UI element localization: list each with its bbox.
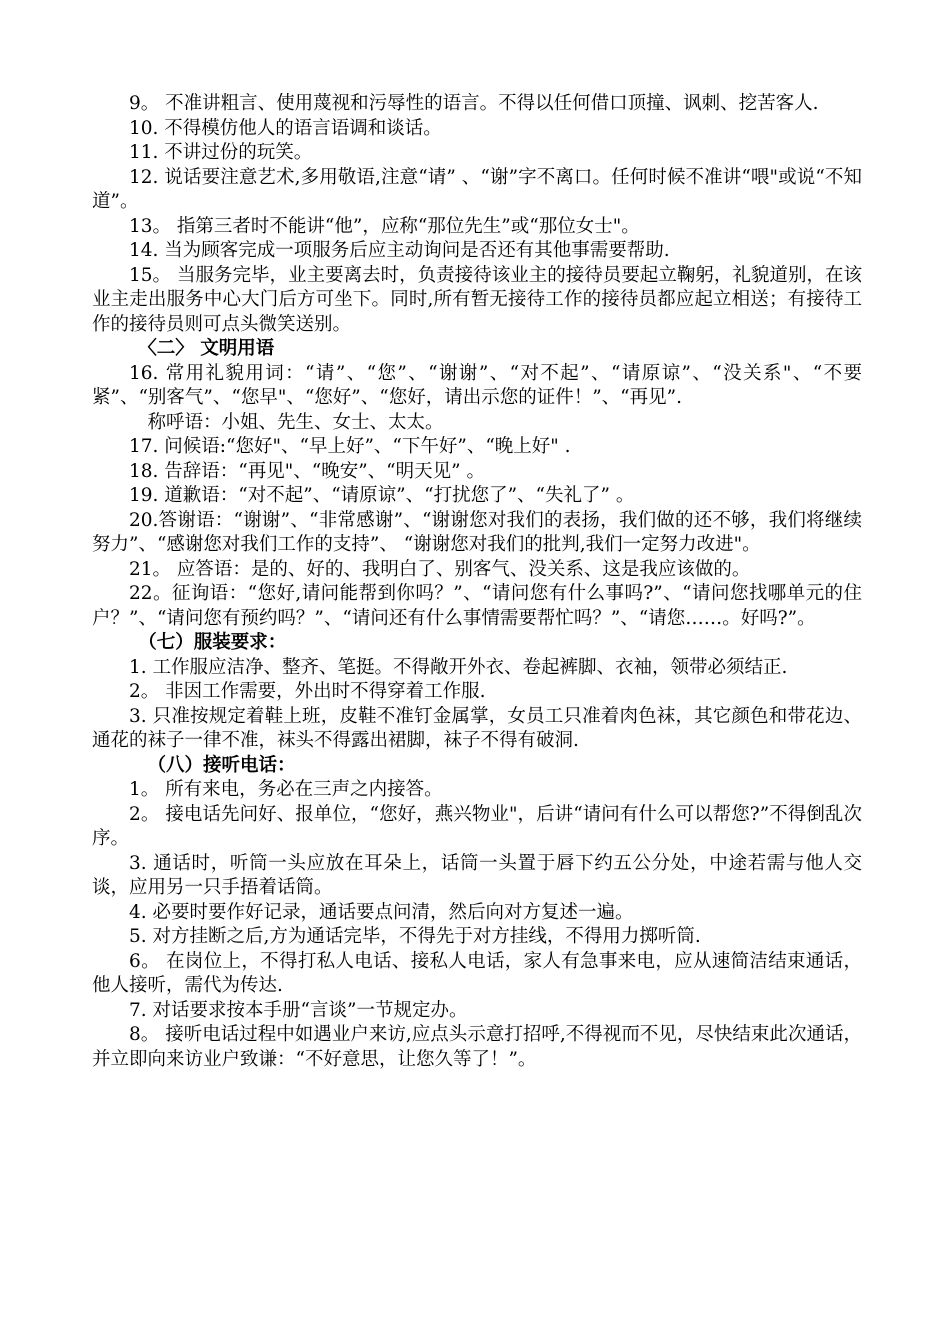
section-heading: （七）服装要求： bbox=[138, 632, 287, 653]
paragraph: 1。 所有来电，务必在三声之内接答。 bbox=[129, 779, 443, 800]
paragraph: 5. 对方挂断之后,方为通话完毕，不得先于对方挂线，不得用力掷听筒. bbox=[129, 926, 701, 947]
paragraph: 12. 说话要注意艺术,多用敬语,注意“请” 、“谢”字不离口。任何时候不准讲“喂"或说“不知道”。 bbox=[92, 166, 862, 212]
paragraph: 6。 在岗位上，不得打私人电话、接私人电话，家人有急事来电，应从速简洁结束通话，他人接听，需代为传达. bbox=[92, 950, 862, 996]
paragraph: 9。 不准讲粗言、使用蔑视和污辱性的语言。不得以任何借口顶撞、讽刺、挖苦客人. bbox=[129, 93, 819, 114]
paragraph: 11. 不讲过份的玩笑。 bbox=[129, 142, 313, 163]
paragraph: 18. 告辞语：“再见"、“晚安”、“明天见” 。 bbox=[129, 460, 485, 482]
paragraph: 14. 当为顾客完成一项服务后应主动询问是否还有其他事需要帮助. bbox=[129, 240, 670, 261]
paragraph: 7. 对话要求按本手册“言谈”一节规定办。 bbox=[129, 999, 468, 1021]
paragraph: 17. 问候语:“您好"、“早上好”、“下午好”、“晚上好" . bbox=[129, 436, 571, 457]
paragraph: 20.答谢语：“谢谢”、“非常感谢”、“谢谢您对我们的表扬，我们做的还不够，我们将继续努力”、“感谢您对我们工作的支持”、 “谢谢您对我们的批判,我们一定努力改进"。 bbox=[92, 509, 862, 555]
paragraph: 3. 通话时，听筒一头应放在耳朵上，话筒一头置于唇下约五公分处，中途若需与他人交谈，应用另一只手捂着话筒。 bbox=[92, 852, 862, 898]
paragraph: 22。征询语：“您好,请问能帮到你吗？”、“请问您有什么事吗?”、“请问您找哪单元的住户？”、“请问您有预约吗？”、“请问还有什么事情需要帮忙吗？”、“请您……。好吗?”。 bbox=[92, 583, 862, 629]
paragraph: 13。 指第三者时不能讲“他”，应称“那位先生”或“那位女士"。 bbox=[129, 215, 640, 237]
paragraph: 16. 常用礼貌用词：“请”、“您”、“谢谢”、“对不起”、“请原谅”、“没关系"、“不要紧”、“别客气”、“您早"、“您好”、“您好，请出示您的证件！”、“再见”. bbox=[92, 362, 862, 408]
document-page bbox=[92, 92, 862, 1072]
section-heading: （八）接听电话： bbox=[147, 754, 296, 776]
paragraph: 称呼语：小姐、先生、女士、太太。 bbox=[147, 411, 444, 433]
paragraph: 19. 道歉语：“对不起”、“请原谅”、“打扰您了”、“失礼了” 。 bbox=[129, 485, 635, 506]
paragraph: 4. 必要时要作好记录，通话要点问清，然后向对方复述一遍。 bbox=[129, 901, 634, 923]
paragraph: 2。 非因工作需要，外出时不得穿着工作服. bbox=[129, 681, 486, 702]
paragraph: 15。 当服务完毕，业主要离去时，负责接待该业主的接待员要起立鞠躬，礼貌道别，在该业主走出服务中心大门后方可坐下。同时,所有暂无接待工作的接待员都应起立相送；有接待工作的接待员则可点头微笑送别。 bbox=[92, 264, 862, 335]
paragraph: 21。 应答语：是的、好的、我明白了、别客气、没关系、这是我应该做的。 bbox=[129, 558, 751, 580]
paragraph: 3. 只准按规定着鞋上班，皮鞋不准钉金属掌，女员工只准着肉色袜，其它颜色和带花边、通花的袜子一律不准，袜头不得露出裙脚，袜子不得有破洞. bbox=[92, 705, 862, 751]
paragraph: 8。 接听电话过程中如遇业户来访,应点头示意打招呼,不得视而不见，尽快结束此次通话，并立即向来访业户致谦：“不好意思，让您久等了！”。 bbox=[92, 1024, 862, 1070]
paragraph: 10. 不得模仿他人的语言语调和谈话。 bbox=[129, 117, 442, 139]
section-heading: 〈二〉 文明用语 bbox=[138, 338, 275, 359]
paragraph: 1. 工作服应洁净、整齐、笔挺。不得敞开外衣、卷起裤脚、衣袖，领带必须结正. bbox=[129, 656, 788, 678]
paragraph: 2。 接电话先问好、报单位，“您好，燕兴物业"，后讲“请问有什么可以帮您?”不得倒乱次序。 bbox=[92, 803, 862, 849]
